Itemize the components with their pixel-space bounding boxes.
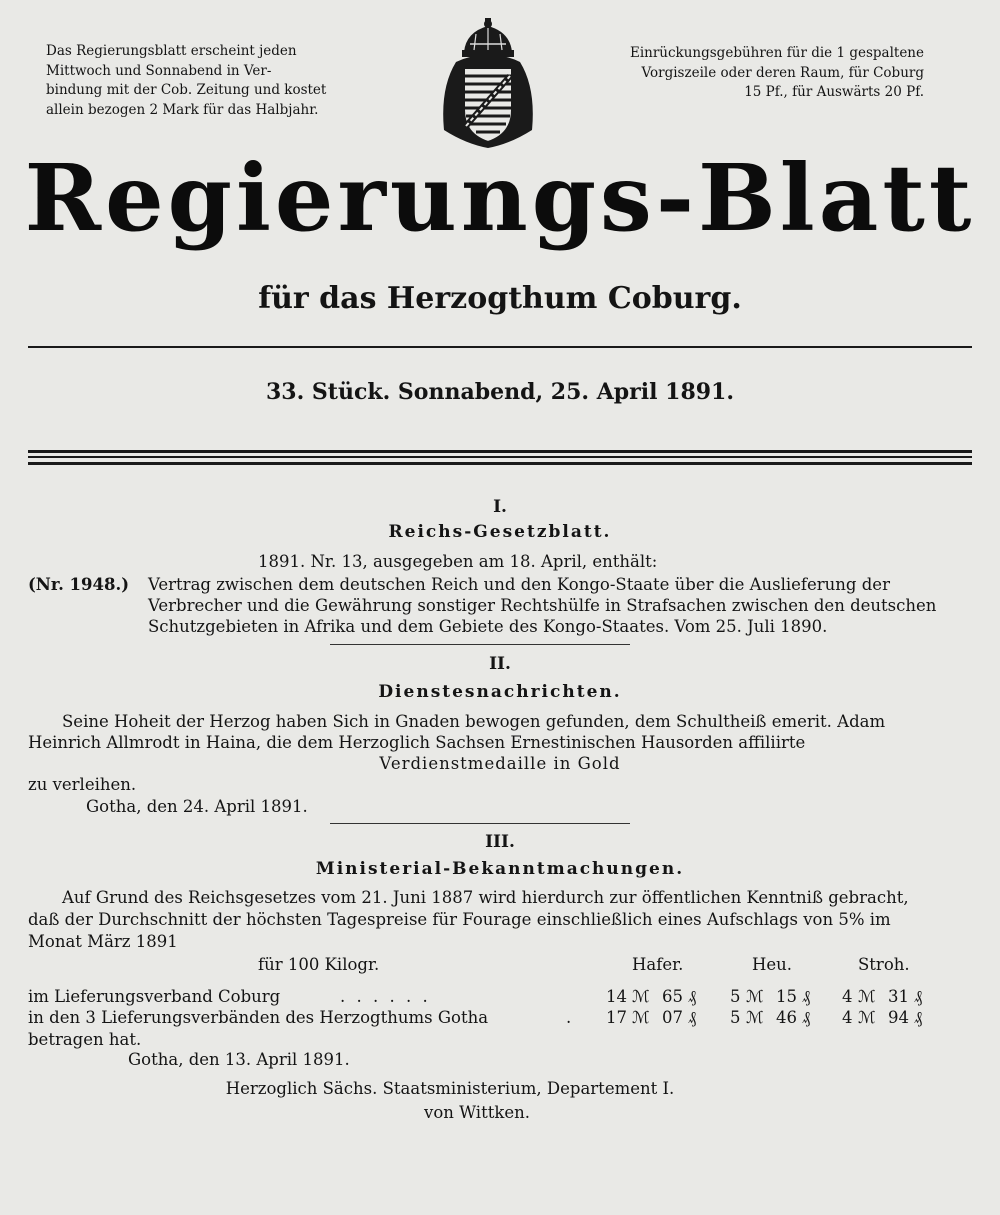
hafer-pf: 65 xyxy=(662,987,683,1006)
text-line: betragen hat. xyxy=(28,1030,142,1049)
heu-pf: 15 xyxy=(776,987,797,1006)
stroh-pf: 31 xyxy=(888,987,909,1006)
mark-symbol: ℳ xyxy=(632,987,650,1006)
text-line: zu verleihen. xyxy=(28,775,137,794)
subscription-line: allein bezogen 2 Mark für das Halbjahr. xyxy=(46,101,319,118)
signature-office: Herzoglich Sächs. Staatsministerium, Departement I. xyxy=(225,1079,675,1098)
text-line: Schutzgebieten in Afrika und dem Gebiete des Kongo-Staates. Vom 25. Juli 1890. xyxy=(148,617,828,636)
rates-line: 15 Pf., für Auswärts 20 Pf. xyxy=(744,84,924,100)
text-line: Seine Hoheit der Herzog haben Sich in Gnaden bewogen gefunden, dem Schultheiß emerit. Adam xyxy=(62,712,886,731)
subscription-line: Mittwoch und Sonnabend in Ver- xyxy=(46,62,272,79)
advertising-rates xyxy=(598,44,924,103)
pf-symbol: ₰ xyxy=(914,987,923,1006)
text-line: Heinrich Allmrodt in Haina, die dem Herzoglich Sachsen Ernestinischen Hausorden affiliirte xyxy=(28,733,806,752)
section-intro: 1891. Nr. 13, ausgegeben am 18. April, enthält: xyxy=(258,552,658,571)
mark-symbol: ℳ xyxy=(746,987,764,1006)
rates-line: Einrückungsgebühren für die 1 gespaltene xyxy=(629,45,924,61)
masthead-subtitle: für das Herzogthum Coburg. xyxy=(258,281,742,316)
column-header: Stroh. xyxy=(858,955,910,974)
divider xyxy=(28,456,972,458)
stroh-pf: 94 xyxy=(888,1008,909,1027)
hafer-pf: 07 xyxy=(662,1008,683,1027)
pf-symbol: ₰ xyxy=(802,1008,811,1027)
table-row xyxy=(0,987,1000,1008)
signature-name: von Wittken. xyxy=(424,1103,530,1122)
text-line: Auf Grund des Reichsgesetzes vom 21. Juni 1887 wird hierdurch zur öffentlichen Kenntniß gebracht, xyxy=(62,888,909,907)
column-header: Heu. xyxy=(752,955,793,974)
divider xyxy=(330,823,630,824)
stroh-mark: 4 xyxy=(842,987,853,1006)
stroh-mark: 4 xyxy=(842,1008,853,1027)
mark-symbol: ℳ xyxy=(746,1008,764,1027)
leader-dots: . xyxy=(566,1008,572,1027)
table-header-row xyxy=(0,955,1000,976)
text-line: Verdienstmedaille in Gold xyxy=(379,754,621,773)
rates-line: Vorgiszeile oder deren Raum, für Coburg xyxy=(641,64,924,81)
divider xyxy=(28,450,972,453)
text-line: Verbrecher und die Gewährung sonstiger Rechtshülfe in Strafsachen zwischen den deutschen xyxy=(148,596,937,615)
heu-mark: 5 xyxy=(730,1008,741,1027)
text-line: daß der Durchschnitt der höchsten Tagespreise für Fourage einschließlich eines Aufschlags von 5% im xyxy=(28,910,891,929)
heu-pf: 46 xyxy=(776,1008,797,1027)
leader-dots: . . . . . . xyxy=(340,987,431,1006)
section-title: Reichs-Gesetzblatt. xyxy=(388,522,612,542)
subscription-line: Das Regierungsblatt erscheint jeden xyxy=(46,43,297,59)
section-numeral: III. xyxy=(485,832,515,852)
place-date: Gotha, den 24. April 1891. xyxy=(86,797,308,816)
text-line: Monat März 1891 xyxy=(28,932,178,951)
text-line: Vertrag zwischen dem deutschen Reich und den Kongo-Staate über die Auslieferung der xyxy=(148,575,890,594)
row-label: in den 3 Lieferungsverbänden des Herzogthums Gotha xyxy=(28,1008,489,1027)
divider xyxy=(28,346,972,348)
heu-mark: 5 xyxy=(730,987,741,1006)
section-title: Dienstesnachrichten. xyxy=(378,682,622,702)
section-numeral: II. xyxy=(489,654,511,674)
hafer-mark: 14 xyxy=(606,987,627,1006)
divider xyxy=(28,462,972,465)
masthead-title: Regierungs-Blatt xyxy=(24,144,976,252)
subscription-notice xyxy=(46,42,376,120)
pf-symbol: ₰ xyxy=(688,1008,697,1027)
issue-line: 33. Stück. Sonnabend, 25. April 1891. xyxy=(265,379,735,405)
law-reference: (Nr. 1948.) xyxy=(28,575,130,594)
unit-label: für 100 Kilogr. xyxy=(258,955,380,974)
table-row xyxy=(0,1008,1000,1029)
pf-symbol: ₰ xyxy=(914,1008,923,1027)
subscription-line: bindung mit der Cob. Zeitung und kostet xyxy=(46,82,327,98)
hafer-mark: 17 xyxy=(606,1008,627,1027)
divider xyxy=(330,644,630,645)
mark-symbol: ℳ xyxy=(858,987,876,1006)
row-label: im Lieferungsverband Coburg xyxy=(28,987,281,1006)
coat-of-arms-icon xyxy=(426,18,550,152)
mark-symbol: ℳ xyxy=(632,1008,650,1027)
place-date: Gotha, den 13. April 1891. xyxy=(128,1050,350,1069)
section-numeral: I. xyxy=(493,497,507,517)
pf-symbol: ₰ xyxy=(688,987,697,1006)
column-header: Hafer. xyxy=(632,955,684,974)
pf-symbol: ₰ xyxy=(802,987,811,1006)
section-title: Ministerial-Bekanntmachungen. xyxy=(315,859,685,879)
law-description xyxy=(148,574,938,637)
mark-symbol: ℳ xyxy=(858,1008,876,1027)
